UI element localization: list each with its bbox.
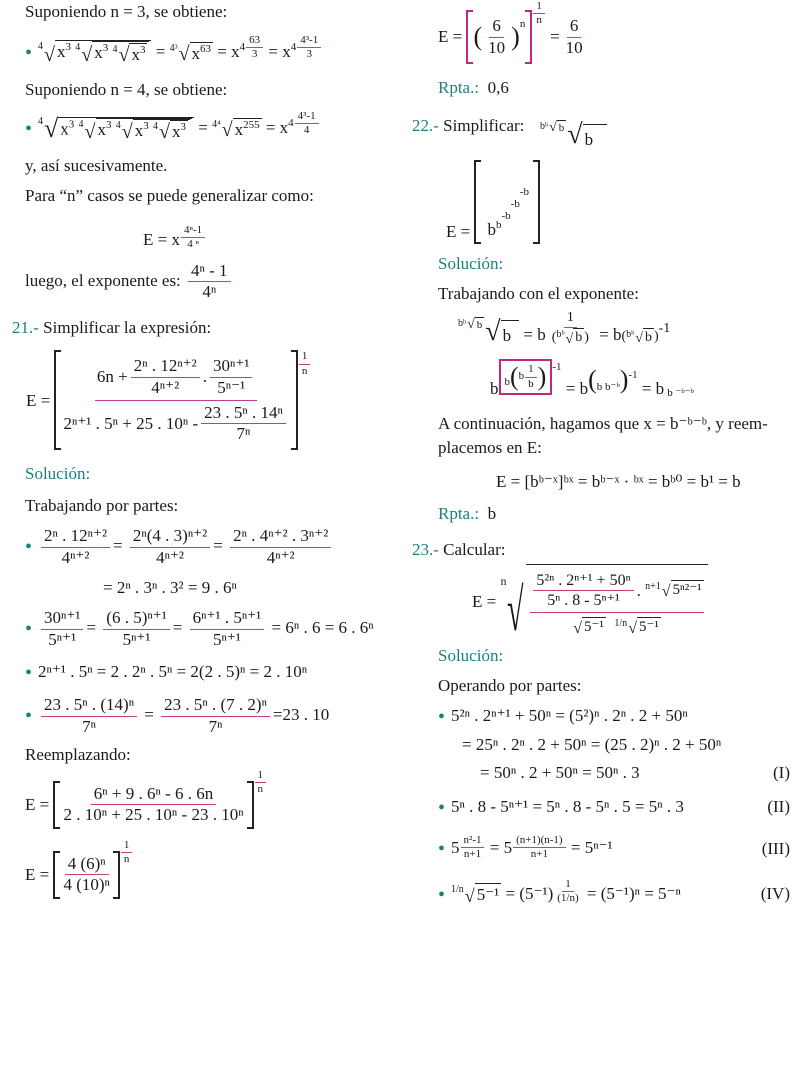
- step-o1b: = 25ⁿ . 2ⁿ . 2 + 50ⁿ = (25 . 2)ⁿ . 2 + 50ⁿ: [462, 734, 722, 754]
- step-o2-row: [412, 785, 794, 820]
- bullet-icon: •: [25, 536, 33, 559]
- formula-22: E = $b^b-b-b-b$ bᵇ √ b √ b: [412, 138, 794, 244]
- bullet-icon: •: [25, 662, 33, 685]
- rpta-22: Rpta.: b: [438, 503, 497, 523]
- radical-icon: √: [485, 315, 501, 347]
- label-IV: (IV): [760, 883, 790, 903]
- formula-21: E = 6n + $\frac{\text{2ⁿ . 12ⁿ⁺²}}{\text{4ⁿ⁺²}}$ . 30ⁿ⁺¹ 5ⁿ⁻¹ 2ⁿ⁺¹ . 5ⁿ + 25 . 10ⁿ - 23 . 5ⁿ . 14ⁿ 7ⁿ 1 n: [12, 340, 398, 450]
- step-o1c-row: [412, 757, 794, 785]
- label-III: (III): [761, 838, 790, 858]
- step-o4-row: [412, 864, 794, 910]
- formula-general: E = x $\frac{\text{4ⁿ-1}}{\text{4 ⁿ}}$: [12, 208, 398, 253]
- step-o3: • 5 $\frac{\text{n²-1}}{n+1}$ = 5 $\frac{(n+1)(n-1)}{n+1}$ = 5ⁿ⁻¹: [438, 833, 613, 860]
- right-column: [412, 0, 794, 910]
- left-column: [12, 0, 398, 899]
- text-continuacion: A continuación, hagamos que x = b⁻ᵇ⁻ᵇ, y reem-: [438, 413, 768, 433]
- step-o2: • 5ⁿ . 8 - 5ⁿ⁺¹ = 5ⁿ . 8 - 5ⁿ . 5 = 5ⁿ . 3: [438, 796, 684, 819]
- step-o1c: = 50ⁿ . 2 + 50ⁿ = 50ⁿ . 3: [480, 762, 640, 782]
- problem-23-heading: 23.- Calcular:: [412, 539, 506, 559]
- problem-21-heading: 21.- Simplificar la expresión:: [12, 318, 212, 338]
- formula-n3: • 4 √ $x^3$ 4 √ $x^3$ 4 √ $x^3$ = 4³ √ $x^{63}$ = $x^4$ $\frac{63}{3}$ = $x^4$ $\frac{\text{4³-1}}{3}$: [12, 24, 398, 68]
- rpta-21: Rpta.: 0,6: [438, 78, 509, 97]
- text-sucesivamente: y, así sucesivamente.: [25, 156, 168, 176]
- step-1: • $\frac{\text{2ⁿ . 12ⁿ⁺²}}{\text{4ⁿ⁺²}}$ = $\frac{\text{2ⁿ(4 . 3)ⁿ⁺²}}{\text{4ⁿ⁺²}}$ = $\frac{\text{2ⁿ . 4ⁿ⁺² . 3ⁿ⁺²}}{\text{4ⁿ⁺²}}$: [12, 518, 398, 568]
- solucion-21-heading: Solución:: [25, 464, 91, 484]
- formula-reemplazo-1: E = 6ⁿ + 9 . 6ⁿ - 6 . 6n 2 . 10ⁿ + 25 . 10ⁿ - 23 . 10ⁿ 1 n: [12, 767, 398, 829]
- radical-icon: √: [567, 119, 583, 150]
- text-n3: Suponiendo n = 3, se obtiene:: [25, 2, 228, 21]
- radical-icon: √: [507, 576, 524, 643]
- label-II: (II): [767, 797, 790, 817]
- formula-23: E = n √ 5²ⁿ . 2ⁿ⁺¹ + 50ⁿ 5ⁿ . 8 - 5ⁿ⁺¹ . n+1 √ 5ⁿ²⁻¹ √ 5⁻¹ 1/n √ 5⁻¹: [412, 562, 794, 640]
- bullet-icon: •: [25, 118, 33, 141]
- formula-n4: • 4 √ $x^3$ 4 √ $x^3$ 4 √ $x^3$ 4 √ $x^3$ = 4⁴ √ $x^{255}$ = $x^4$ $\frac{\text{4³-1}}{4}$: [12, 102, 398, 144]
- formula-e1: E = ( 6 10 ) n $\frac{1}{n}$ = $\frac{6}{10}$: [412, 0, 794, 64]
- bullet-icon: •: [438, 705, 446, 728]
- bullet-icon: •: [25, 618, 33, 641]
- bullet-icon: •: [25, 705, 33, 728]
- text-exponente: luego, el exponente es: $\frac{\text{4ⁿ - 1}}{\text{4ⁿ}}$: [12, 253, 398, 303]
- step-4: • $\frac{\text{23 . 5ⁿ . (14)ⁿ}}{\text{7ⁿ}}$ = $\frac{\text{23 . 5ⁿ . (7 . 2)ⁿ}}{\text{7ⁿ}}$ =23 . 10: [25, 695, 330, 736]
- formula-reemplazo-2: E = 4 (6)ⁿ 4 (10)ⁿ 1 n: [12, 829, 398, 899]
- formula-22-result: E = [bᵇ⁻ˣ]ᵇˣ = bᵇ⁻ˣ · ᵇˣ = bᵇ⁰ = b¹ = b: [496, 471, 741, 491]
- formula-22-step1: bᵇ √ b √ b = b 1 ( bᵇ √ b ) = b ( bᵇ √ b )-1: [458, 310, 671, 347]
- text-n4: Suponiendo n = 4, se obtiene:: [25, 80, 228, 100]
- bullet-icon: •: [438, 837, 446, 860]
- text-reemplazando: Reemplazando:: [25, 744, 131, 764]
- step-3: • 2ⁿ⁺¹ . 5ⁿ = 2 . 2ⁿ . 5ⁿ = 2(2 . 5)ⁿ = 2 . 10ⁿ: [25, 662, 308, 685]
- text-partes: Trabajando por partes:: [25, 496, 179, 516]
- text-operando: Operando por partes:: [438, 675, 582, 695]
- bullet-icon: •: [438, 796, 446, 819]
- problem-22-heading: 22.- Simplificar:: [412, 116, 525, 135]
- step-2: • $\frac{\text{30ⁿ⁺¹}}{\text{5ⁿ⁺¹}}$ = $\frac{\text{(6 . 5)ⁿ⁺¹}}{\text{5ⁿ⁺¹}}$ = $\frac{\text{6ⁿ⁺¹ . 5ⁿ⁺¹}}{\text{5ⁿ⁺¹}}$ = 6ⁿ . 6 = 6 . 6ⁿ: [25, 608, 374, 649]
- bullet-icon: •: [438, 883, 446, 906]
- text-exponente-22: Trabajando con el exponente:: [438, 284, 639, 304]
- step-o3-row: [412, 820, 794, 864]
- text-generalizar: Para “n” casos se puede generalizar como:: [25, 186, 314, 206]
- solucion-23-heading: Solución:: [438, 645, 504, 665]
- step-o1a: • 5²ⁿ . 2ⁿ⁺¹ + 50ⁿ = (5²)ⁿ . 2ⁿ . 2 + 50ⁿ: [438, 705, 688, 728]
- step-1b: = 2ⁿ . 3ⁿ . 3² = 9 . 6ⁿ: [103, 578, 237, 598]
- bullet-icon: •: [25, 42, 33, 65]
- step-o4: • 1/n √ 5⁻¹ = (5⁻¹) $\frac{1}{(1/n)}$ = (5⁻¹)ⁿ = 5⁻ⁿ: [438, 877, 681, 906]
- solucion-22-heading: Solución:: [438, 254, 504, 274]
- formula-22-step2: b b ( b 1 b ) -1 = b ( b b⁻ᵇ ) -1 = b b ⁻ᵇ⁻ᵇ: [490, 361, 694, 400]
- label-I: (I): [773, 762, 790, 782]
- text-placemos: placemos en E:: [438, 437, 542, 457]
